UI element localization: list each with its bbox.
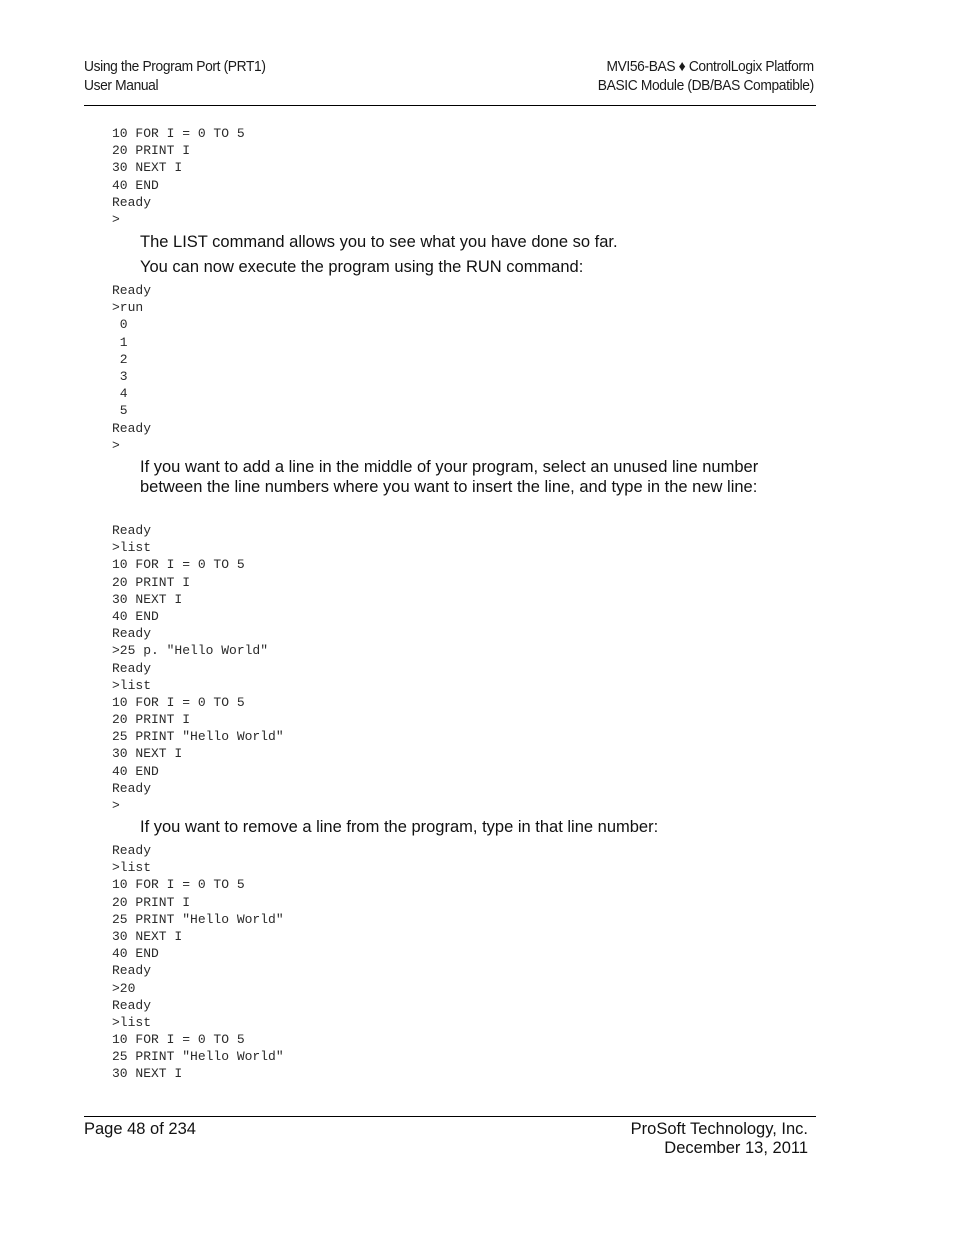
code-line: >run (112, 300, 144, 316)
code-line: 5 (112, 403, 128, 419)
footer-right (631, 1120, 808, 1158)
footer-divider (84, 1116, 816, 1117)
code-line: Ready (112, 626, 152, 642)
code-line: 40 END (112, 946, 159, 962)
header-divider (84, 105, 816, 106)
code-line: 10 FOR I = 0 TO 5 (112, 694, 245, 710)
header-right (598, 57, 814, 95)
code-line: 30 NEXT I (112, 746, 183, 762)
code-line: Ready (112, 194, 152, 210)
paragraph-run-command: You can now execute the program using the RUN command: (140, 258, 584, 276)
code-line: 20 PRINT I (112, 574, 191, 590)
code-block-run (112, 282, 151, 454)
code-line: > (112, 437, 120, 453)
paragraph-remove-line: If you want to remove a line from the program, type in that line number: (140, 818, 659, 836)
code-line: 40 END (112, 763, 159, 779)
code-line: >list (112, 1014, 152, 1030)
code-block-list (112, 125, 245, 228)
code-line: 20 PRINT I (112, 894, 191, 910)
page-number: Page 48 of 234 (84, 1120, 196, 1138)
code-block-remove-line (112, 842, 284, 1083)
code-line: 30 NEXT I (112, 928, 183, 944)
code-line: >list (112, 540, 152, 556)
header-module: BASIC Module (DB/BAS Compatible) (597, 77, 814, 94)
code-line: 40 END (112, 608, 159, 624)
footer-company: ProSoft Technology, Inc. (630, 1120, 808, 1138)
code-line: 20 PRINT I (112, 712, 191, 728)
code-line: Ready (112, 523, 152, 538)
code-line: 40 END (112, 177, 159, 193)
paragraph-add-line: If you want to add a line in the middle of your program, select an unused line number between the line numbers where you want to insert the line, and type in the new line: (140, 458, 759, 496)
footer-left (84, 1120, 196, 1139)
code-line: 20 PRINT I (112, 143, 191, 159)
code-line: >list (112, 677, 152, 693)
code-line: 25 PRINT "Hello World" (112, 911, 284, 927)
header-left (84, 57, 266, 95)
code-line: >list (112, 860, 152, 876)
header-product: MVI56-BAS ♦ ControlLogix Platform (606, 58, 814, 75)
code-line: 10 FOR I = 0 TO 5 (112, 126, 245, 141)
header-doc-type: User Manual (84, 77, 159, 94)
code-line: 2 (112, 351, 128, 367)
code-line: Ready (112, 420, 152, 436)
code-line: Ready (112, 963, 152, 979)
code-line: 10 FOR I = 0 TO 5 (112, 557, 245, 573)
code-line: 1 (112, 334, 128, 350)
code-line: Ready (112, 843, 152, 858)
code-line: >25 p. "Hello World" (112, 643, 269, 659)
code-block-add-line (112, 522, 284, 814)
header-section-title: Using the Program Port (PRT1) (84, 58, 266, 75)
paragraph-list-command: The LIST command allows you to see what you have done so far. (140, 233, 618, 251)
footer-date: December 13, 2011 (664, 1139, 808, 1157)
code-line: Ready (112, 283, 152, 298)
code-line: 4 (112, 386, 128, 402)
code-line: 30 NEXT I (112, 1066, 183, 1082)
code-line: > (112, 798, 120, 813)
code-line: 30 NEXT I (112, 160, 183, 176)
code-line: >20 (112, 980, 136, 996)
code-line: 30 NEXT I (112, 591, 183, 607)
code-line: Ready (112, 997, 152, 1013)
code-line: Ready (112, 780, 152, 796)
code-line: 3 (112, 368, 128, 384)
code-line: 10 FOR I = 0 TO 5 (112, 877, 245, 893)
code-line: 25 PRINT "Hello World" (112, 1049, 284, 1065)
code-line: Ready (112, 660, 152, 676)
code-line: 10 FOR I = 0 TO 5 (112, 1032, 245, 1048)
code-line: 25 PRINT "Hello World" (112, 729, 284, 745)
code-line: 0 (112, 317, 128, 333)
code-line: > (112, 211, 120, 227)
